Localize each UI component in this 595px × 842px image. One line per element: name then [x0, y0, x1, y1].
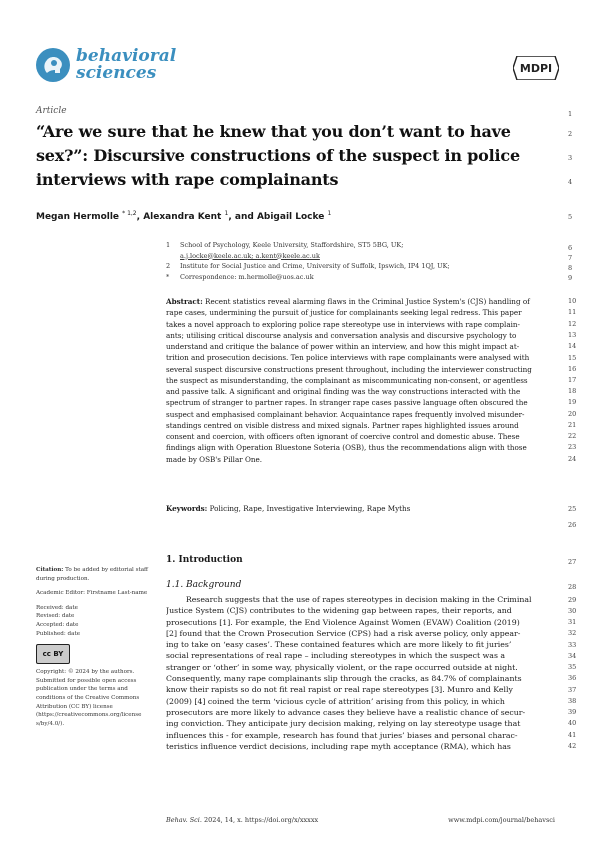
line-number: 14: [568, 342, 577, 350]
body-line: know their rapists so do not fit real rapist or real rape stereotypes [3]. Munro and Kelly: [166, 685, 513, 695]
body-line: (2009) [4] coined the term ‘vicious cycle of attrition’ arising from this policy, in which: [166, 696, 505, 706]
body-line: Consequently, many rape complainants slip through the cracks, as 84.7% of complainants: [166, 674, 522, 684]
line-number: 32: [568, 629, 577, 637]
journal-abbreviation: Behav. Sci.: [166, 816, 202, 824]
abstract-line: [166, 386, 560, 397]
line-number: 12: [568, 320, 577, 328]
author-list: Megan Hermolle $^{* 1,2}$, Alexandra Kent $^1$, and Abigail Locke $^1$: [36, 210, 332, 222]
body-line: Research suggests that the use of rapes stereotypes in decision making in the Criminal: [166, 595, 532, 604]
author-marks: 1: [327, 210, 332, 217]
line-number: 8: [568, 264, 573, 272]
line-number: 31: [568, 618, 577, 626]
abstract-line: [166, 307, 560, 318]
subsection-heading: 1.1. Background: [166, 580, 242, 590]
abstract-line: [166, 375, 560, 386]
line-number: 9: [568, 274, 573, 282]
keywords-label: Keywords:: [166, 504, 208, 513]
received-date: Received: date: [36, 604, 78, 611]
citation-label: Citation:: [36, 567, 64, 573]
cc-by-license-icon: cc BY: [36, 644, 70, 664]
body-line: influences this - for example, research has found that juries’ biases and personal charac-: [166, 730, 518, 740]
affiliations: [166, 240, 546, 282]
abstract-line-text: standings centred on visible distress and mixed signals. Partner rapes highlighted issues around: [166, 420, 519, 430]
line-number: 29: [568, 596, 577, 604]
affiliation-number: [166, 251, 180, 262]
abstract-line: [166, 442, 560, 453]
author-marks: * 1,2: [122, 210, 137, 217]
affiliation-number: 1: [166, 241, 171, 249]
line-number: 18: [568, 387, 577, 395]
abstract-line-text: the suspect as misunderstanding, the complainant as miscommunicating non-consent, or agentless: [166, 375, 528, 385]
keywords: [166, 504, 410, 513]
line-number: 33: [568, 641, 577, 649]
body-line: ing to take on ‘easy cases’. These contained features which are more likely to fit juries’: [166, 640, 512, 650]
affiliation-text: Institute for Social Justice and Crime, University of Suffolk, Ipswich, IP4 1QJ, UK;: [180, 262, 450, 270]
published-date: Published: date: [36, 630, 81, 637]
abstract-line-text: Recent statistics reveal alarming flaws in the Criminal Justice System's (CJS) handling of: [202, 297, 530, 306]
affiliation-number: 2: [166, 262, 171, 270]
line-number: 6: [568, 244, 573, 252]
footer-doi: 2024, 14, x. https://doi.org/x/xxxxx: [201, 816, 319, 824]
abstract-line-text: spectrum of stranger to partner rapes. In stranger rape cases passive language often obscured the: [166, 398, 528, 408]
author-email-links[interactable]: a.j.locke@keele.ac.uk; a.kent@keele.ac.uk: [180, 251, 320, 260]
abstract-line: [166, 420, 560, 431]
line-number: 10: [568, 297, 577, 305]
journal-name-line2: sciences: [76, 63, 157, 83]
line-number: 35: [568, 663, 577, 671]
correspondence-text: Correspondence: m.hermolle@uos.ac.uk: [180, 272, 314, 281]
brain-head-icon: [36, 48, 70, 82]
abstract-line-text: understand and critique the balance of power within an interview, and how this might impact at-: [166, 342, 520, 351]
abstract-line-text: suspect and emphasised complainant behavior. Acquaintance rapes frequently involved misunder-: [166, 409, 525, 419]
body-line: social representations of real rape – including stereotypes in which the suspect was a: [166, 651, 506, 661]
footer-citation: [166, 816, 318, 824]
line-number: 2: [568, 130, 573, 138]
line-number: 41: [568, 731, 577, 739]
line-number: 22: [568, 432, 577, 440]
revised-date: Revised: date: [36, 613, 75, 620]
article-info-sidebar: [36, 566, 154, 728]
line-number: 27: [568, 558, 577, 566]
line-number: 24: [568, 455, 577, 463]
line-number: 17: [568, 376, 577, 384]
line-number: 40: [568, 719, 577, 727]
line-number: 21: [568, 421, 577, 429]
body-line: teristics influence verdict decisions, including rape myth acceptance (RMA), which has: [166, 741, 511, 751]
affiliation-text: School of Psychology, Keele University, Staffordshire, ST5 5BG, UK;: [180, 241, 404, 249]
line-number: 39: [568, 708, 577, 716]
citation-text: To be added by editorial staff during production.: [36, 567, 149, 582]
abstract-line-text: ants; utilising critical discourse analysis and conversation analysis and discursive psychology to: [166, 330, 517, 340]
author-name: Abigail Locke: [256, 212, 325, 222]
abstract-line-text: takes a novel approach to exploring police rape stereotype use in interviews with rape complain-: [166, 319, 520, 329]
author-name: Megan Hermolle: [36, 212, 120, 222]
line-number: 38: [568, 697, 577, 705]
abstract-line: [166, 409, 560, 420]
article-title: “Are we sure that he knew that you don’t want to have sex?”: Discursive constructions of the suspect in police interviews with rape complainants: [36, 122, 520, 189]
abstract: [166, 296, 560, 465]
journal-logo: [36, 48, 176, 82]
line-number: 11: [568, 308, 577, 316]
accepted-date: Accepted: date: [36, 621, 79, 628]
line-number: 13: [568, 331, 577, 339]
line-number: 16: [568, 365, 577, 373]
line-number: 42: [568, 742, 577, 750]
abstract-line: [166, 296, 560, 307]
body-line: ing conviction. They anticipate jury decision making, relying on lay stereotype usage that: [166, 719, 521, 729]
abstract-line-text: consent and coercion, with officers often ignorant of coercive control and domestic abuse. These: [166, 432, 520, 441]
abstract-line: [166, 431, 560, 442]
mdpi-logo: [513, 56, 559, 80]
line-number: 23: [568, 443, 577, 451]
academic-editor: Academic Editor: Firstname Last-name: [36, 590, 148, 597]
line-number: 15: [568, 354, 577, 362]
abstract-line-text: and passive talk. A significant and original finding was the way constructions interacted with the: [166, 387, 521, 396]
line-number: 37: [568, 686, 577, 694]
abstract-line: [166, 454, 560, 465]
affiliation-number: *: [166, 272, 170, 281]
line-number: 3: [568, 154, 573, 162]
abstract-label: Abstract:: [166, 297, 203, 306]
keywords-text: Policing, Rape, Investigative Interviewing, Rape Myths: [207, 504, 411, 513]
line-number: 7: [568, 254, 573, 262]
line-number: 20: [568, 410, 577, 418]
line-number: 36: [568, 674, 577, 682]
footer-journal-url[interactable]: www.mdpi.com/journal/behavsci: [448, 816, 555, 824]
author-marks: 1: [224, 210, 229, 217]
body-line: Justice System (CJS) contributes to the widening gap between rapes, their reports, and: [166, 606, 512, 616]
abstract-line: [166, 341, 560, 352]
line-number: 25: [568, 505, 577, 513]
line-number: 26: [568, 521, 577, 529]
abstract-line: [166, 364, 560, 375]
author-name: Alexandra Kent: [143, 212, 222, 222]
abstract-line-text: trition and prosecution decisions. Ten police interviews with rape complainants were analysed with: [166, 353, 530, 363]
copyright-text: Copyright: © 2024 by the authors. Submitted for possible open access publication under the terms and conditions of the Creative Commons Attribution (CC BY) license (https://creativecommons.org/license s/by/4.0/).: [36, 669, 142, 727]
abstract-line: [166, 397, 560, 408]
line-number: 34: [568, 652, 577, 660]
abstract-line-text: rape cases, undermining the pursuit of justice for complainants seeking legal redress. This paper: [166, 308, 522, 318]
line-number: 5: [568, 213, 573, 221]
line-number: 1: [568, 110, 573, 118]
line-number: 30: [568, 607, 577, 615]
body-line: stranger or ‘other’ in some way, physically violent, or the rape occurred outside at night.: [166, 662, 518, 672]
abstract-line: [166, 330, 560, 341]
journal-name-line1: behavioral: [76, 46, 177, 66]
line-number: 4: [568, 178, 573, 186]
line-number: 19: [568, 398, 577, 406]
abstract-line: [166, 352, 560, 363]
body-line: [2] found that the Crown Prosecution Service (CPS) had a risk averse policy, only appear-: [166, 628, 521, 638]
body-line: prosecutors are more likely to advance cases they believe have a realistic chance of secur-: [166, 707, 526, 717]
article-type: Article: [36, 106, 67, 116]
section-heading: 1. Introduction: [166, 555, 243, 565]
publisher-name: MDPI: [519, 62, 553, 75]
body-line: prosecutions [1]. For example, the End Violence Against Women (EVAW) Coalition (2019): [166, 617, 520, 627]
body-text: [166, 594, 560, 752]
abstract-line-text: several suspect discursive constructions present throughout, including the interviewer constructing: [166, 364, 532, 374]
line-number: 28: [568, 583, 577, 591]
abstract-line-text: findings align with Operation Bluestone Soteria (OSB), thus the recommendations align with those: [166, 443, 527, 453]
abstract-line-text: made by OSB's Pillar One.: [166, 454, 263, 464]
abstract-line: [166, 319, 560, 330]
